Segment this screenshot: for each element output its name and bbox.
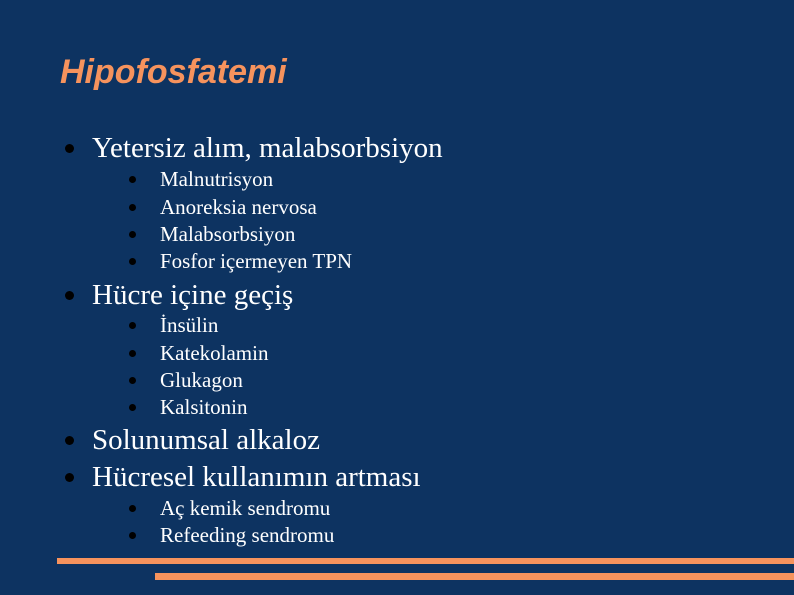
sub-bullet-text: Aç kemik sendromu [160,496,331,520]
bullet-item [92,423,320,457]
sub-bullet-text: Malnutrisyon [160,167,274,191]
sub-bullet-dot [129,258,136,265]
sub-bullet-item [160,394,248,420]
sub-bullet-dot [129,532,136,539]
sub-bullet-item [160,312,218,338]
sub-bullet-dot [129,322,136,329]
sub-bullet-text: Refeeding sendromu [160,523,335,547]
bullet-text: Hücresel kullanımın artması [92,461,421,493]
sub-bullet-dot [129,505,136,512]
sub-bullet-dot [129,350,136,357]
accent-bar-lower [155,573,794,580]
bullet-text: Hücre içine geçiş [92,279,294,311]
sub-bullet-text: Fosfor içermeyen TPN [160,249,353,273]
sub-bullet-item [160,367,243,393]
bullet-text: Solunumsal alkaloz [92,424,320,456]
sub-bullet-text: Katekolamin [160,341,269,365]
sub-bullet-text: İnsülin [160,313,219,337]
bullet-dot [65,291,74,300]
bullet-text: Yetersiz alım, malabsorbsiyon [92,132,443,164]
sub-bullet-dot [129,404,136,411]
bullet-dot [65,473,74,482]
bullet-item [92,131,443,165]
bullet-item [92,460,421,494]
bullet-item [92,278,293,312]
sub-bullet-dot [129,204,136,211]
sub-bullet-dot [129,377,136,384]
sub-bullet-item [160,340,268,366]
bullet-dot [65,436,74,445]
sub-bullet-text: Kalsitonin [160,395,248,419]
accent-bar-upper [57,558,794,564]
bullet-dot [65,144,74,153]
sub-bullet-item [160,522,334,548]
slide-title: Hipofosfatemi [60,53,287,91]
sub-bullet-item [160,166,273,192]
sub-bullet-item [160,248,352,274]
sub-bullet-dot [129,231,136,238]
sub-bullet-text: Glukagon [160,368,243,392]
sub-bullet-dot [129,176,136,183]
sub-bullet-item [160,221,295,247]
sub-bullet-text: Malabsorbsiyon [160,222,296,246]
sub-bullet-text: Anoreksia nervosa [160,195,317,219]
sub-bullet-item [160,194,317,220]
sub-bullet-item [160,495,330,521]
